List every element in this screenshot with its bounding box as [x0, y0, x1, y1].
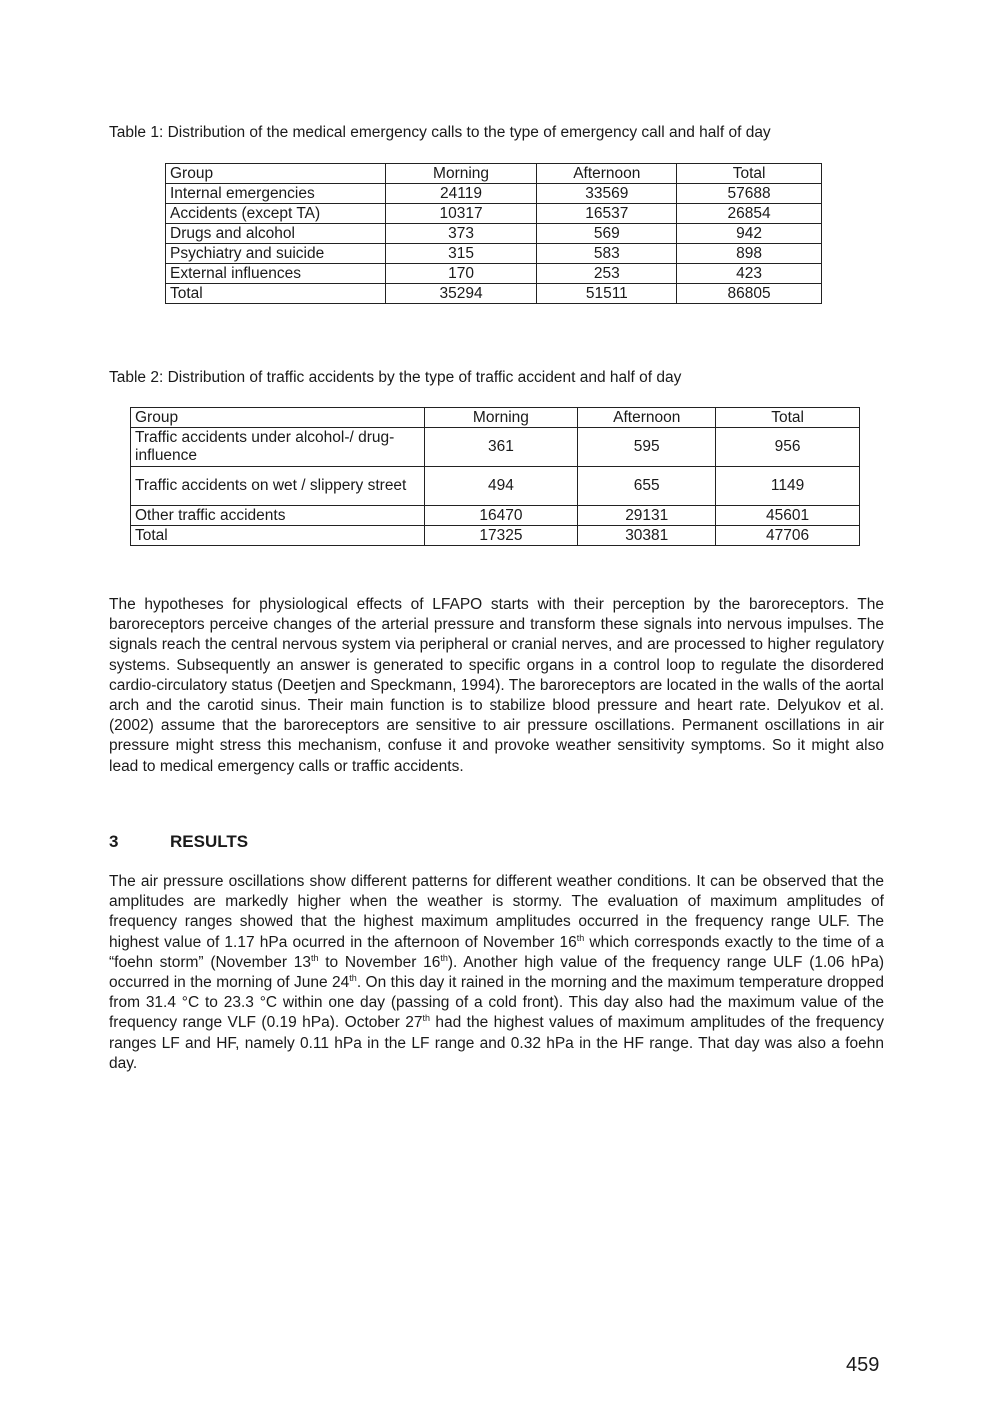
row-label: Psychiatry and suicide: [166, 244, 386, 264]
table-cell: 47706: [716, 526, 860, 546]
header-cell: Afternoon: [578, 408, 716, 428]
table-cell: 35294: [385, 284, 537, 304]
row-label: External influences: [166, 264, 386, 284]
row-label: Total: [166, 284, 386, 304]
table-cell: 33569: [537, 184, 677, 204]
table-cell: 253: [537, 264, 677, 284]
table-total-row: [166, 284, 822, 304]
table-cell: 17325: [424, 526, 578, 546]
table-cell: 494: [424, 467, 578, 506]
table-cell: 51511: [537, 284, 677, 304]
table-row: [131, 467, 860, 506]
table2: [130, 407, 860, 546]
ordinal-suffix: th: [310, 952, 319, 963]
table-cell: 170: [385, 264, 537, 284]
text-run: ). Another high value of the frequency range ULF (1.06 hPa) occurred in the morning of June 24: [109, 953, 884, 992]
table-cell: 10317: [385, 204, 537, 224]
table-total-row: [131, 526, 860, 546]
row-label: Total: [131, 526, 425, 546]
ordinal-suffix: th: [422, 1013, 430, 1024]
table-row: [131, 428, 860, 467]
table-cell: 595: [578, 428, 716, 467]
table-cell: 57688: [677, 184, 822, 204]
table-cell: 583: [537, 244, 677, 264]
table-cell: 24119: [385, 184, 537, 204]
header-cell: Morning: [424, 408, 578, 428]
row-label: Traffic accidents on wet / slippery street: [131, 467, 425, 506]
text-run: to November 16: [318, 953, 441, 971]
row-label: Internal emergencies: [166, 184, 386, 204]
header-cell: Afternoon: [537, 164, 677, 184]
row-label: Other traffic accidents: [131, 506, 425, 526]
table-row: [166, 204, 822, 224]
table-cell: 45601: [716, 506, 860, 526]
header-cell: Group: [166, 164, 386, 184]
table-cell: 423: [677, 264, 822, 284]
section-heading: [109, 832, 248, 852]
table-row: [166, 184, 822, 204]
table-cell: 361: [424, 428, 578, 467]
table-row: [166, 264, 822, 284]
header-cell: Total: [716, 408, 860, 428]
ordinal-suffix: th: [349, 972, 357, 983]
ordinal-suffix: th: [440, 952, 448, 963]
table-cell: 30381: [578, 526, 716, 546]
table-row: [166, 244, 822, 264]
table-cell: 942: [677, 224, 822, 244]
table-cell: 655: [578, 467, 716, 506]
table-cell: 86805: [677, 284, 822, 304]
page-number: 459: [846, 1354, 880, 1376]
table-header-row: [166, 164, 822, 184]
section-title: RESULTS: [170, 832, 249, 851]
row-label: Drugs and alcohol: [166, 224, 386, 244]
section-number: 3: [109, 832, 119, 851]
table-cell: 1149: [716, 467, 860, 506]
row-label: Accidents (except TA): [166, 204, 386, 224]
table-cell: 26854: [677, 204, 822, 224]
table-cell: 315: [385, 244, 537, 264]
body-paragraph: The hypotheses for physiological effects of LFAPO starts with their perception by the baroreceptors. The baroreceptors perceive changes of the arterial pressure and transform these signals into nervous impulses. The signals reach the central nervous system via peripheral or cranial nerves, and are processed to higher regulatory systems. Subsequently an answer is generated to specific organs in a control loop to regulate the disordered cardio-circulatory status (Deetjen and Speckmann, 1994). The baroreceptors are located in the walls of the aortal arch and the carotid sinus. Their main function is to stabilize blood pressure and heart rate. Delyukov et al. (2002) assume that the baroreceptors are sensitive to air pressure oscillations. Permanent oscillations in air pressure might stress this mechanism, confuse it and provoke weather sensitivity symptoms. So it might also lead to medical emergency calls or traffic accidents.: [109, 596, 884, 775]
results-paragraph: [109, 872, 884, 1074]
table-row: [166, 224, 822, 244]
header-cell: Group: [131, 408, 425, 428]
table-cell: 29131: [578, 506, 716, 526]
text-run: had the highest values of maximum amplitudes of the frequency ranges LF and HF, namely 0.11 hPa in the LF range and 0.32 hPa in the HF range. That day was also a foehn day.: [109, 1014, 885, 1072]
table-cell: 898: [677, 244, 822, 264]
table2-caption: Table 2: Distribution of traffic accidents by the type of traffic accident and half of day: [109, 369, 682, 386]
ordinal-suffix: th: [576, 932, 585, 943]
row-label: Traffic accidents under alcohol-/ drug-influence: [131, 428, 425, 467]
text-run: The air pressure oscillations show different patterns for different weather conditions. It can be observed that the amplitudes are markedly higher when the weather is stormy. The evaluation of maximum amplitudes of frequency ranges showed that the highest maximum amplitudes occurred in the frequency range ULF. The highest value of 1.17 hPa ocurred in the afternoon of November 16: [109, 873, 884, 951]
table-row: [131, 506, 860, 526]
table-cell: 16470: [424, 506, 578, 526]
text-run: . On this day it rained in the morning and the maximum temperature dropped from 31.4 °C to 23.3 °C within one day (passing of a cold front). This day also had the maximum value of the frequency range VLF (0.19 hPa). October 27: [109, 974, 885, 1032]
table1-caption: Table 1: Distribution of the medical emergency calls to the type of emergency call and half of day: [109, 124, 771, 141]
table-header-row: [131, 408, 860, 428]
table1: [165, 163, 822, 304]
table-cell: 569: [537, 224, 677, 244]
table-cell: 956: [716, 428, 860, 467]
table-cell: 373: [385, 224, 537, 244]
text-run: which corresponds exactly to the time of a “foehn storm” (November 13: [109, 933, 884, 971]
header-cell: Total: [677, 164, 822, 184]
table-cell: 16537: [537, 204, 677, 224]
header-cell: Morning: [385, 164, 537, 184]
